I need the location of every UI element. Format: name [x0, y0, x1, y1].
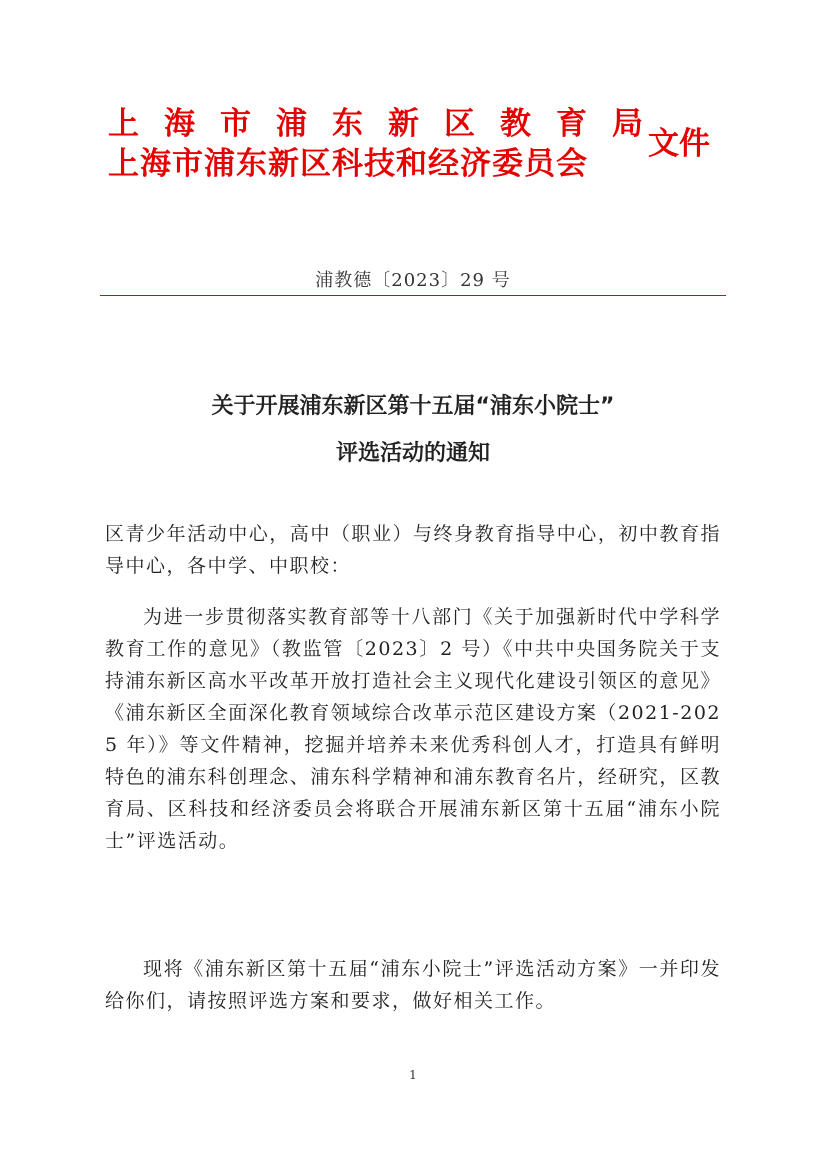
issuer-education-bureau: 上海市浦东新区教育局 — [108, 106, 668, 142]
document-number: 浦教德〔2023〕29 号 — [315, 270, 511, 291]
header-divider — [100, 295, 726, 296]
addressee-text: 区青少年活动中心，高中（职业）与终身教育指导中心，初中教育指导中心，各中学、中职校： — [105, 523, 721, 577]
paragraph-2-text: 现将《浦东新区第十五届“浦东小院士”评选活动方案》一并印发给你们，请按照评选方案和要求，做好相关工作。 — [105, 958, 721, 1012]
page-number: 1 — [409, 1068, 417, 1082]
document-title-line-2: 评选活动的通知 — [335, 441, 490, 466]
body-paragraph-2 — [105, 953, 721, 1017]
header-suffix-document: 文件 — [648, 126, 710, 162]
paragraph-1-text: 为进一步贯彻落实教育部等十八部门《关于加强新时代中学科学教育工作的意见》（教监管〔2023〕2 号）《中共中央国务院关于支持浦东新区高水平改革开放打造社会主义现代化建设引领区的意见》《浦东新区全面深化教育领域综合改革示范区建设方案（2021-2025 年）》等文件精神，挖掘并培养未来优秀科创人才，打造具有鲜明特色的浦东科创理念、浦东科学精神和浦东教育名片，经研究，区教育局、区科技和经济委员会将联合开展浦东新区第十五届“浦东小院士”评选活动。 — [105, 606, 721, 852]
issuer-science-economy-committee: 上海市浦东新区科技和经济委员会 — [108, 146, 588, 182]
document-title-line-1: 关于开展浦东新区第十五届“浦东小院士” — [211, 394, 615, 419]
addressee — [105, 518, 721, 582]
body-paragraph-1 — [105, 601, 721, 857]
document-header — [108, 100, 748, 190]
